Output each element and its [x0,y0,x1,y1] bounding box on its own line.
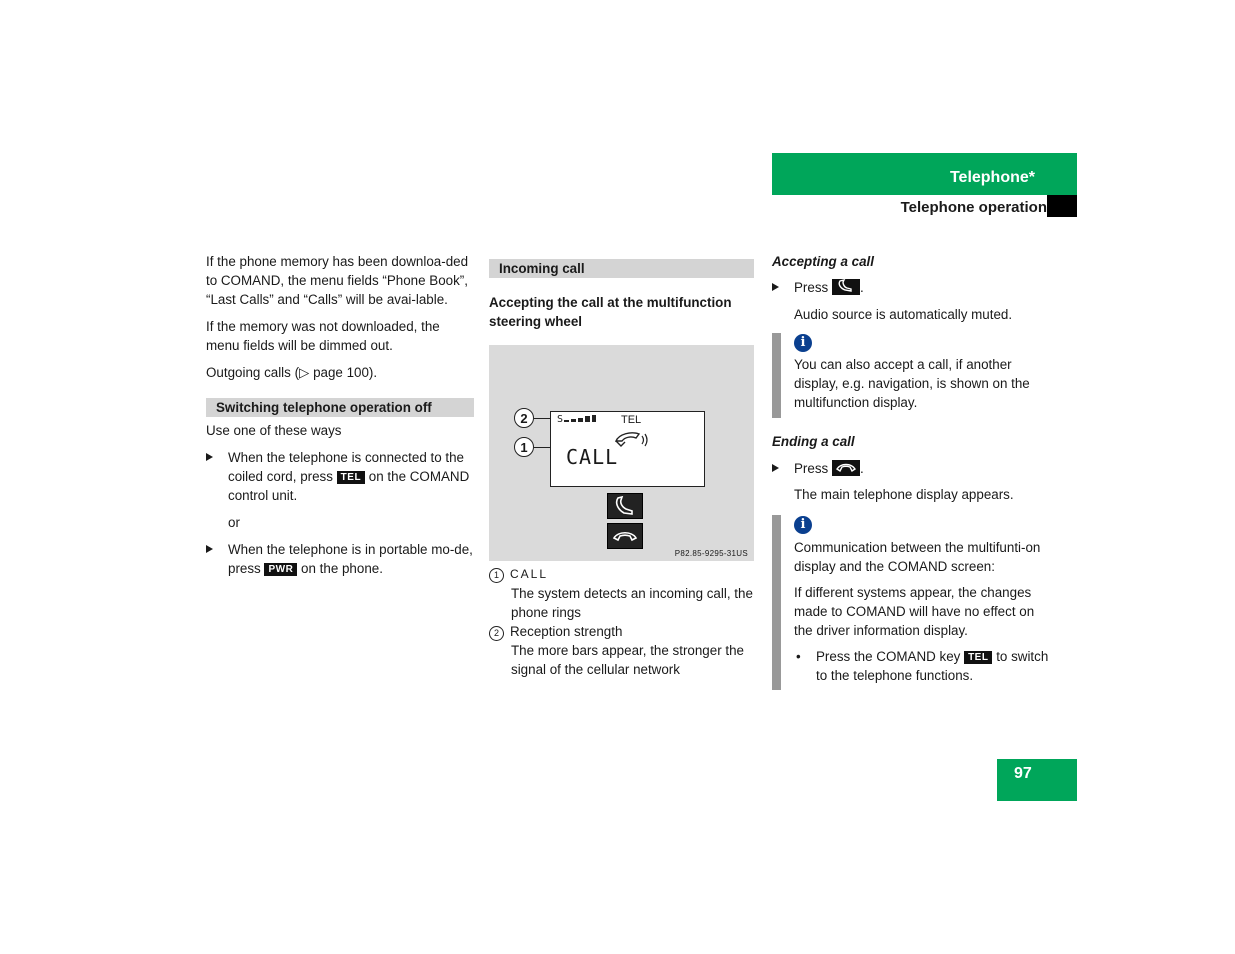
chapter-title: Telephone* [949,169,1035,186]
display-figure [489,345,754,561]
outgoing-calls-ref: Outgoing calls (▷ page 100). [206,365,378,380]
left-column [206,252,474,586]
ending-call-heading: Ending a call [772,434,855,449]
accepting-call-heading: Accepting a call [772,254,874,269]
tel-key: TEL [964,651,992,664]
bullet-portable: When the telephone is in portable mo-de, press PWR on the phone. [206,540,474,578]
info-text: Communication between the multifunti-on display and the COMAND screen: [794,540,1041,574]
end-key [832,460,860,476]
or-text: or [228,515,240,530]
legend-title: Reception strength [510,624,623,639]
callout-line [534,447,551,448]
bullet-coiled-cord: When the telephone is connected to the coiled cord, press TEL on the COMAND control unit. [206,448,474,505]
accept-result: Audio source is automatically muted. [794,307,1013,322]
tel-label: TEL [621,414,642,426]
subheading-steering-wheel: Accepting the call at the multifunction steering wheel [489,295,732,329]
header-bar [772,153,1077,195]
info-box-communication [772,515,1052,690]
figure-code: P82.85-9295-31US [674,549,748,558]
bullet-arrow-icon [772,283,779,291]
signal-bars-icon [563,414,597,422]
accept-step: Press . [772,278,1052,297]
pwr-key: PWR [264,563,297,576]
page-number-box [997,759,1077,801]
bullet-arrow-icon [206,545,213,553]
info-icon: i [794,516,812,534]
accept-key [832,279,860,295]
phone-ringing-icon [613,428,653,450]
legend-title: CALL [510,567,549,581]
end-call-icon [834,460,858,474]
accept-call-icon [834,279,858,293]
callout-2: 2 [514,408,534,428]
end-call-icon [608,524,642,548]
right-column [772,252,1052,690]
bullet-arrow-icon [206,453,213,461]
accept-call-icon [608,494,642,518]
end-result: The main telephone display appears. [794,487,1014,502]
callout-line [534,418,551,419]
memory-downloaded-text: If the phone memory has been downloa-ded to COMAND, the menu fields “Phone Book”, “Last Calls” and “Calls” will be avai-lable. [206,254,469,307]
info-box-accept [772,333,1052,418]
figure-legend [489,564,759,679]
page-ref-arrow-icon: ▷ [299,365,310,380]
end-call-button [607,523,643,549]
multifunction-display [550,411,705,487]
info-text: If different systems appear, the changes made to COMAND will have no effect on the driver information display. [794,585,1035,638]
legend-num: 2 [489,626,504,641]
legend-item-2 [489,622,759,679]
tel-key: TEL [337,471,365,484]
info-text: You can also accept a call, if another display, e.g. navigation, is shown on the multifunction display. [794,357,1030,410]
subtitle-marker [1047,195,1077,217]
info-icon: i [794,334,812,352]
accept-call-button [607,493,643,519]
memory-not-downloaded-text: If the memory was not downloaded, the menu fields will be dimmed out. [206,319,440,353]
callout-1: 1 [514,437,534,457]
intro-text: Use one of these ways [206,423,342,438]
legend-num: 1 [489,568,504,583]
legend-text: The more bars appear, the stronger the signal of the cellular network [511,643,744,677]
section-subtitle: Telephone operation [900,199,1047,216]
signal-strength: S [557,413,597,427]
section-switching-off: Switching telephone operation off [206,398,474,417]
end-step: Press . [772,459,1052,478]
legend-item-1 [489,564,759,622]
call-text: CALL [566,445,619,469]
legend-text: The system detects an incoming call, the phone rings [511,586,753,620]
bullet-arrow-icon [772,464,779,472]
section-incoming-call: Incoming call [489,259,754,278]
page-number: 97 [1014,765,1032,782]
info-bullet: • Press the COMAND key TEL to switch to the telephone functions. [796,649,1049,683]
